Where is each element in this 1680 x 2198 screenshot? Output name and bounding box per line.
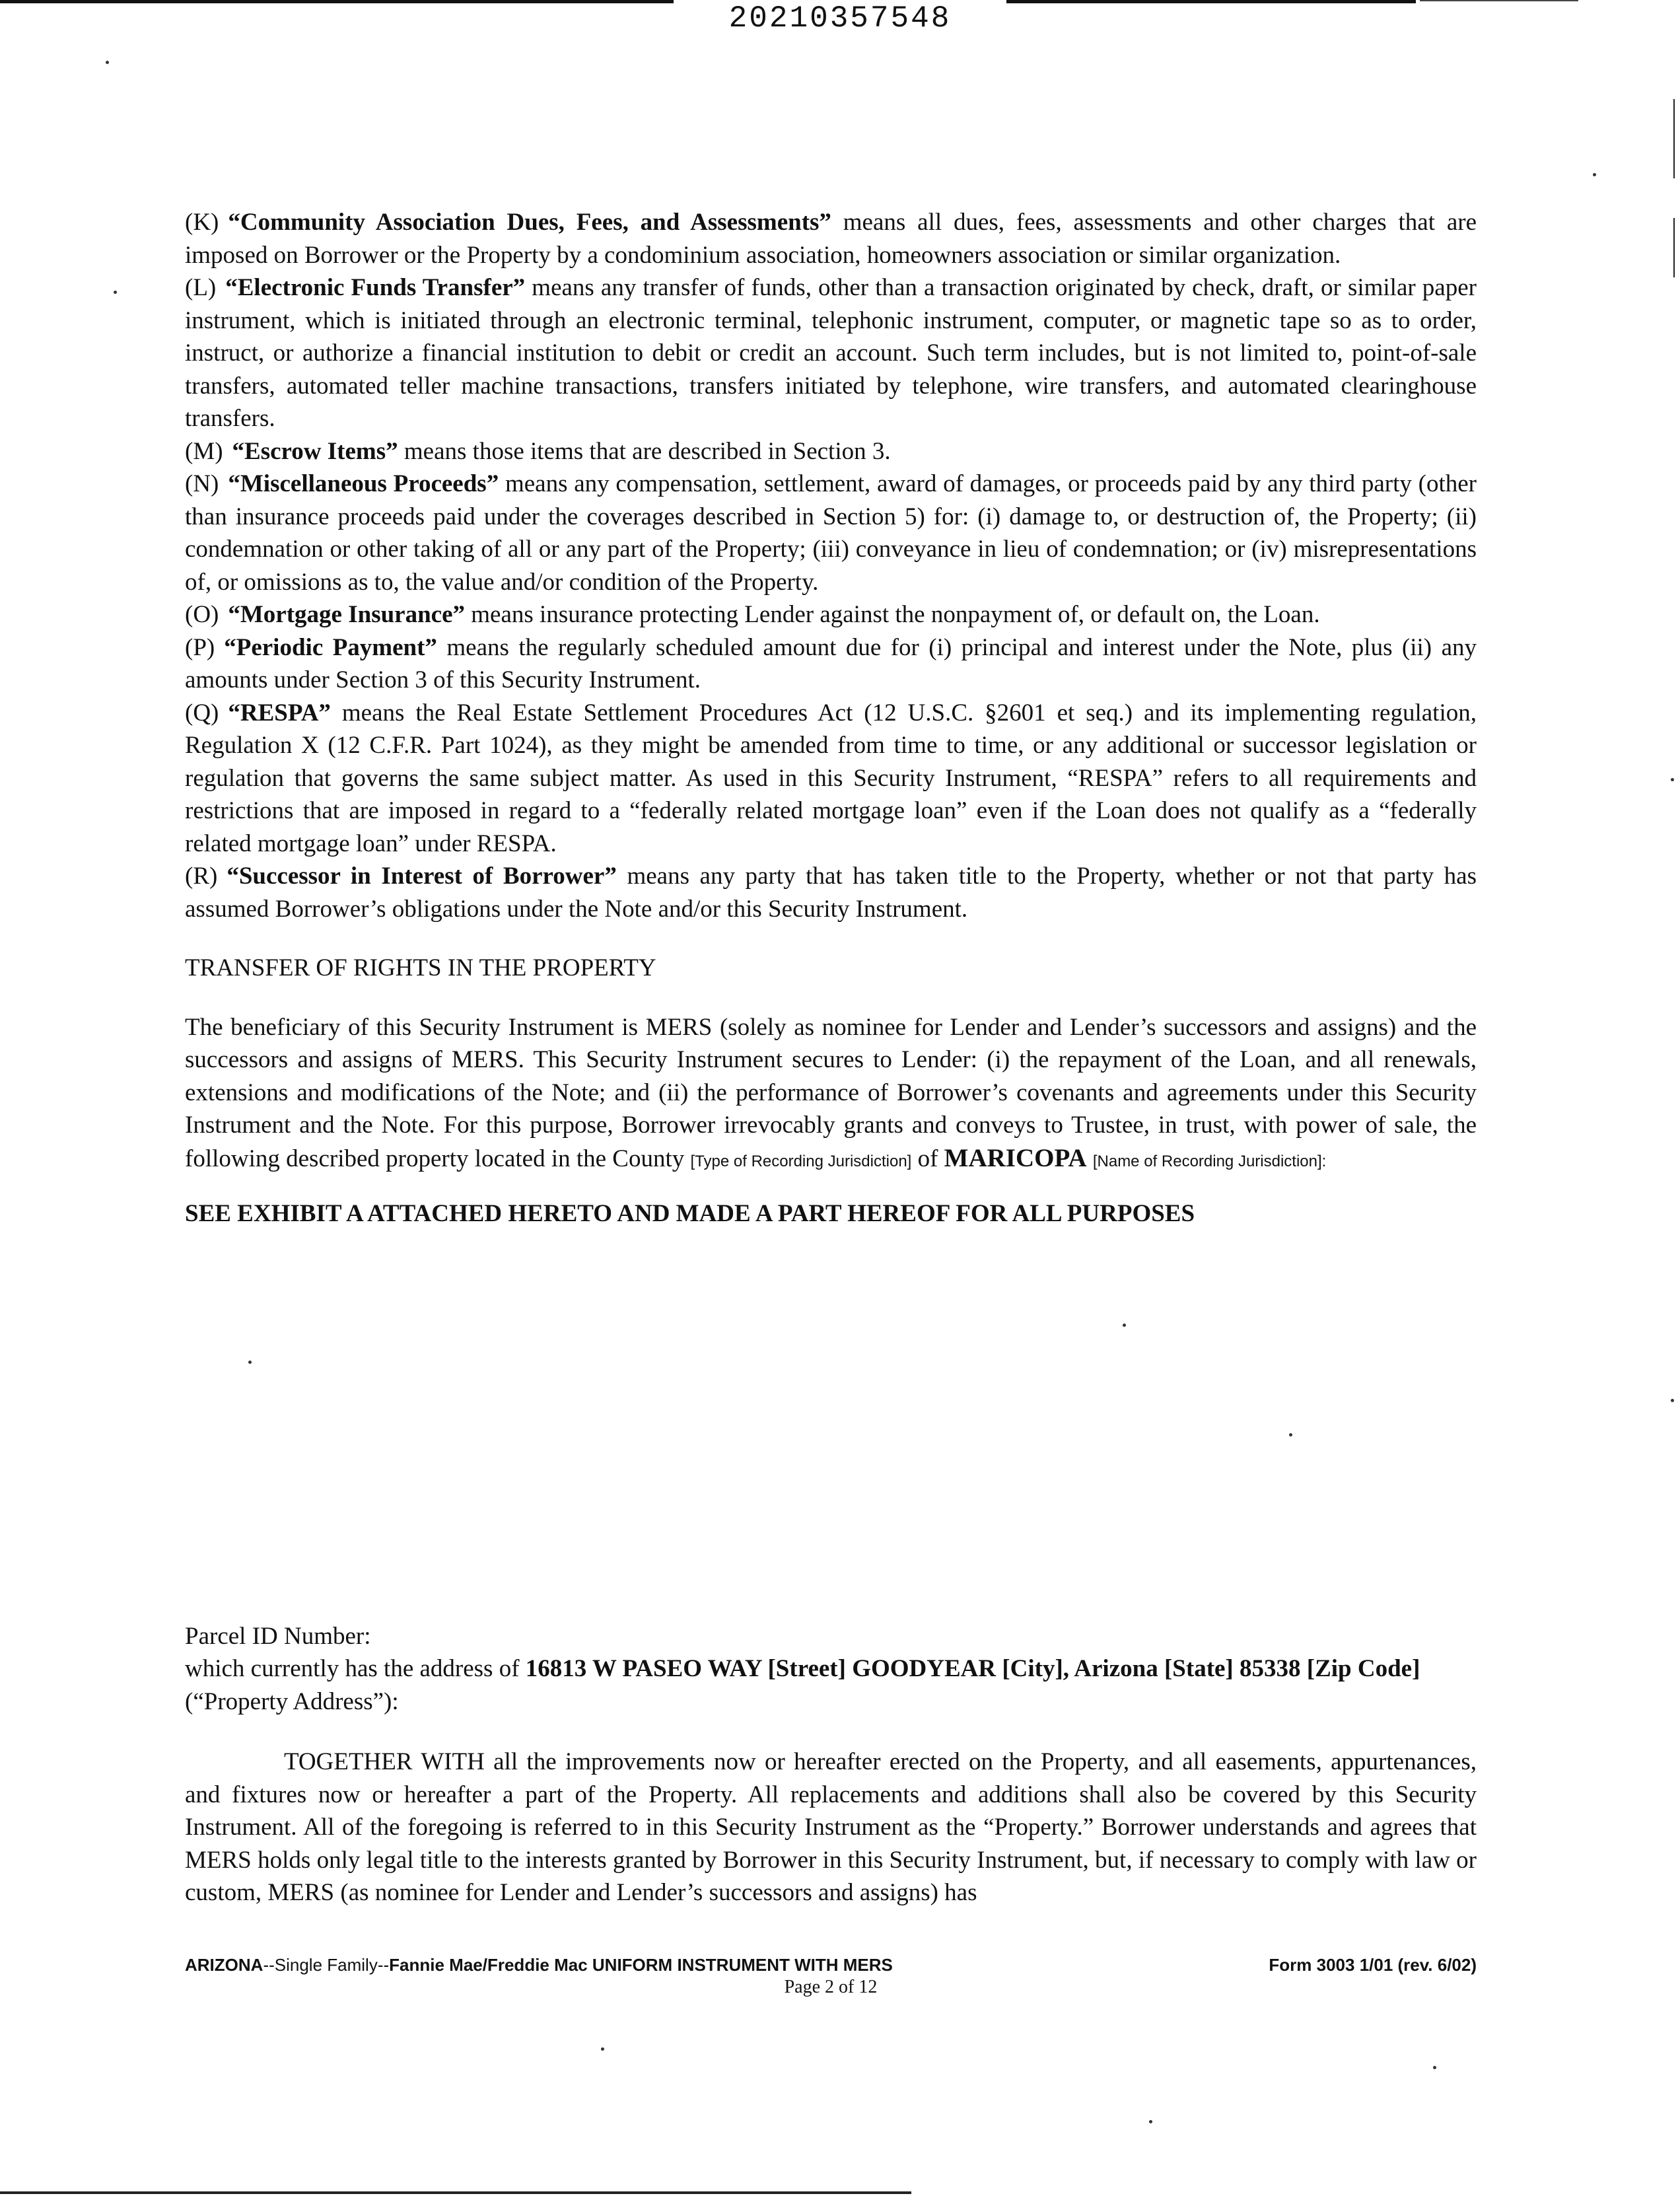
footer-family: Single Family [274,1955,378,1975]
scan-border-bottom [0,2191,911,2194]
scan-speck [1433,2066,1436,2069]
footer-row [185,1955,1477,1975]
together-with-paragraph: TOGETHER WITH all the improvements now or hereafter erected on the Property, and all easements, appurtenances, and fixtures now or hereafter a part of the Property. All replacements and additions shall also be covered by this Security Instrument. All of the foregoing is referred to in this Security Instrument as the “Property.” Borrower understands and agrees that MERS holds only legal title to the interests granted by Borrower in this Security Instrument, but, if necessary to comply with law or custom, MERS (as nominee for Lender and Lender’s successors and assigns) has [185,1748,1477,1906]
parcel-id-label: Parcel ID Number: [185,1622,371,1650]
transfer-paragraph [185,1011,1477,1178]
scan-speck [1593,173,1596,176]
definition-label: (N) [185,470,219,497]
jurisdiction-name-note: [Name of Recording Jurisdiction]: [1092,1152,1327,1170]
definition-o [185,598,1477,631]
definition-label: (P) [185,633,215,661]
definition-label: (R) [185,863,218,890]
transfer-heading: TRANSFER OF RIGHTS IN THE PROPERTY [185,954,656,981]
footer-sep: -- [263,1955,275,1975]
property-address-paragraph [185,1652,1477,1718]
definition-label: (Q) [185,699,219,727]
scan-speck [1149,2120,1152,2123]
blank-space [185,1230,1477,1620]
scan-speck [1671,1399,1674,1402]
definition-text: means any party that has taken title to the Property, whether or not that party has assumed Borrower’s obligations under the Note and/or this Security Instrument. [185,863,1477,923]
definition-text: means those items that are described in Section 3. [398,437,891,465]
definition-text: means insurance protecting Lender against the nonpayment of, or default on, the Loan. [465,601,1320,628]
definitions-list [185,206,1477,925]
footer-sep: -- [377,1955,390,1975]
scan-speck [1671,778,1674,781]
definition-n [185,468,1477,598]
definition-text: means any compensation, settlement, award of damages, or proceeds paid by any third party (other than insurance proceeds paid under the coverages described in Section 5) for: (i) damage to, or destruction of, the Property; (ii) condemnation or other taking of all or any part of the Property; (iii) conveyance in lieu of condemnation; or (iv) misrepresentations of, or omissions as to, the value and/or condition of the Property. [185,470,1477,596]
scan-edge-mark [1673,218,1675,277]
definition-m [185,435,1477,468]
definition-label: (L) [185,274,217,301]
scan-speck [106,61,109,64]
scan-speck [601,2047,604,2051]
definition-label: (O) [185,601,219,628]
form-description [185,1955,893,1975]
scan-edge-mark [1673,99,1675,178]
definition-text: means the Real Estate Settlement Procedures Act (12 U.S.C. §2601 et seq.) and its implementing regulation, Regulation X (12 C.F.R. Part 1024), as they might be amended from time to time, or any additional or successor legislation or regulation that governs the same subject matter. As used in this Security Instrument, “RESPA” refers to all requirements and restrictions that are imposed in regard to a “federally related mortgage loan” even if the Loan does not qualify as a “federally related mortgage loan” under RESPA. [185,699,1477,857]
document-number: 20210357548 [728,1,952,36]
footer-instrument: Fannie Mae/Freddie Mac UNIFORM INSTRUMENT WITH MERS [389,1955,893,1975]
definition-term: “Mortgage Insurance” [228,601,466,628]
county-name: MARICOPA [944,1143,1087,1172]
address-state: Arizona [1074,1655,1158,1682]
definition-term: “Periodic Payment” [224,633,437,661]
definition-text: means all dues, fees, assessments and other charges that are imposed on Borrower or the Property by a condominium association, homeowners association or similar organization. [185,209,1477,269]
definition-q [185,697,1477,861]
of-word: of [917,1145,938,1172]
definition-label: (K) [185,209,219,236]
address-prefix: which currently has the address of [185,1655,526,1682]
transfer-body: The beneficiary of this Security Instrument is MERS (solely as nominee for Lender and Lender’s successors and assigns) and the successors and assigns of MERS. This Security Instrument secures to Lender: (i) the repayment of the Loan, and all renewals, extensions and modifications of the Note; and (ii) the performance of Borrower’s covenants and agreements under this Security Instrument and the Note. For this purpose, Borrower irrevocably grants and conveys to Trustee, in trust, with power of sale, the following described property located in the County [185,1013,1477,1172]
definition-k [185,206,1477,271]
document-body [185,206,1477,1909]
definition-p [185,631,1477,697]
jurisdiction-type-note: [Type of Recording Jurisdiction] [690,1152,912,1170]
definition-l [185,271,1477,435]
address-city-note: [City], [996,1655,1074,1682]
address-suffix: (“Property Address”): [185,1687,399,1715]
definition-text: means the regularly scheduled amount due for (i) principal and interest under the Note, plus (ii) any amounts under Section 3 of this Security Instrument. [185,633,1477,693]
definition-term: “Successor in Interest of Borrower” [227,863,617,890]
definition-text: means any transfer of funds, other than a transaction originated by check, draft, or similar paper instrument, which is initiated through an electronic terminal, telephonic instrument, computer, or magnetic tape so as to order, instruct, or authorize a financial institution to debit or credit an account. Such term includes, but is not limited to, point-of-sale transfers, automated teller machine transactions, transfers initiated by telephone, wire transfers, and automated clearinghouse transfers. [185,274,1477,432]
address-zip-note: [Zip Code] [1300,1655,1420,1682]
exhibit-reference: SEE EXHIBIT A ATTACHED HERETO AND MADE A PART HEREOF FOR ALL PURPOSES [185,1200,1195,1227]
definition-term: “Electronic Funds Transfer” [225,274,526,301]
address-street-note: [Street] [761,1655,853,1682]
address-city: GOODYEAR [852,1655,997,1682]
definition-r [185,860,1477,925]
definition-term: “Escrow Items” [232,437,398,465]
definition-term: “RESPA” [228,699,331,727]
scan-speck [114,291,117,294]
address-street: 16813 W PASEO WAY [525,1655,762,1682]
page-footer [185,1955,1477,1998]
form-number: Form 3003 1/01 (rev. 6/02) [1269,1955,1477,1975]
address-zip: 85338 [1240,1655,1301,1682]
address-state-note: [State] [1158,1655,1240,1682]
footer-state: ARIZONA [185,1955,263,1975]
definition-term: “Miscellaneous Proceeds” [228,470,499,497]
page-number: Page 2 of 12 [784,1977,878,1997]
definition-label: (M) [185,437,223,465]
definition-term: “Community Association Dues, Fees, and Assessments” [228,209,831,236]
